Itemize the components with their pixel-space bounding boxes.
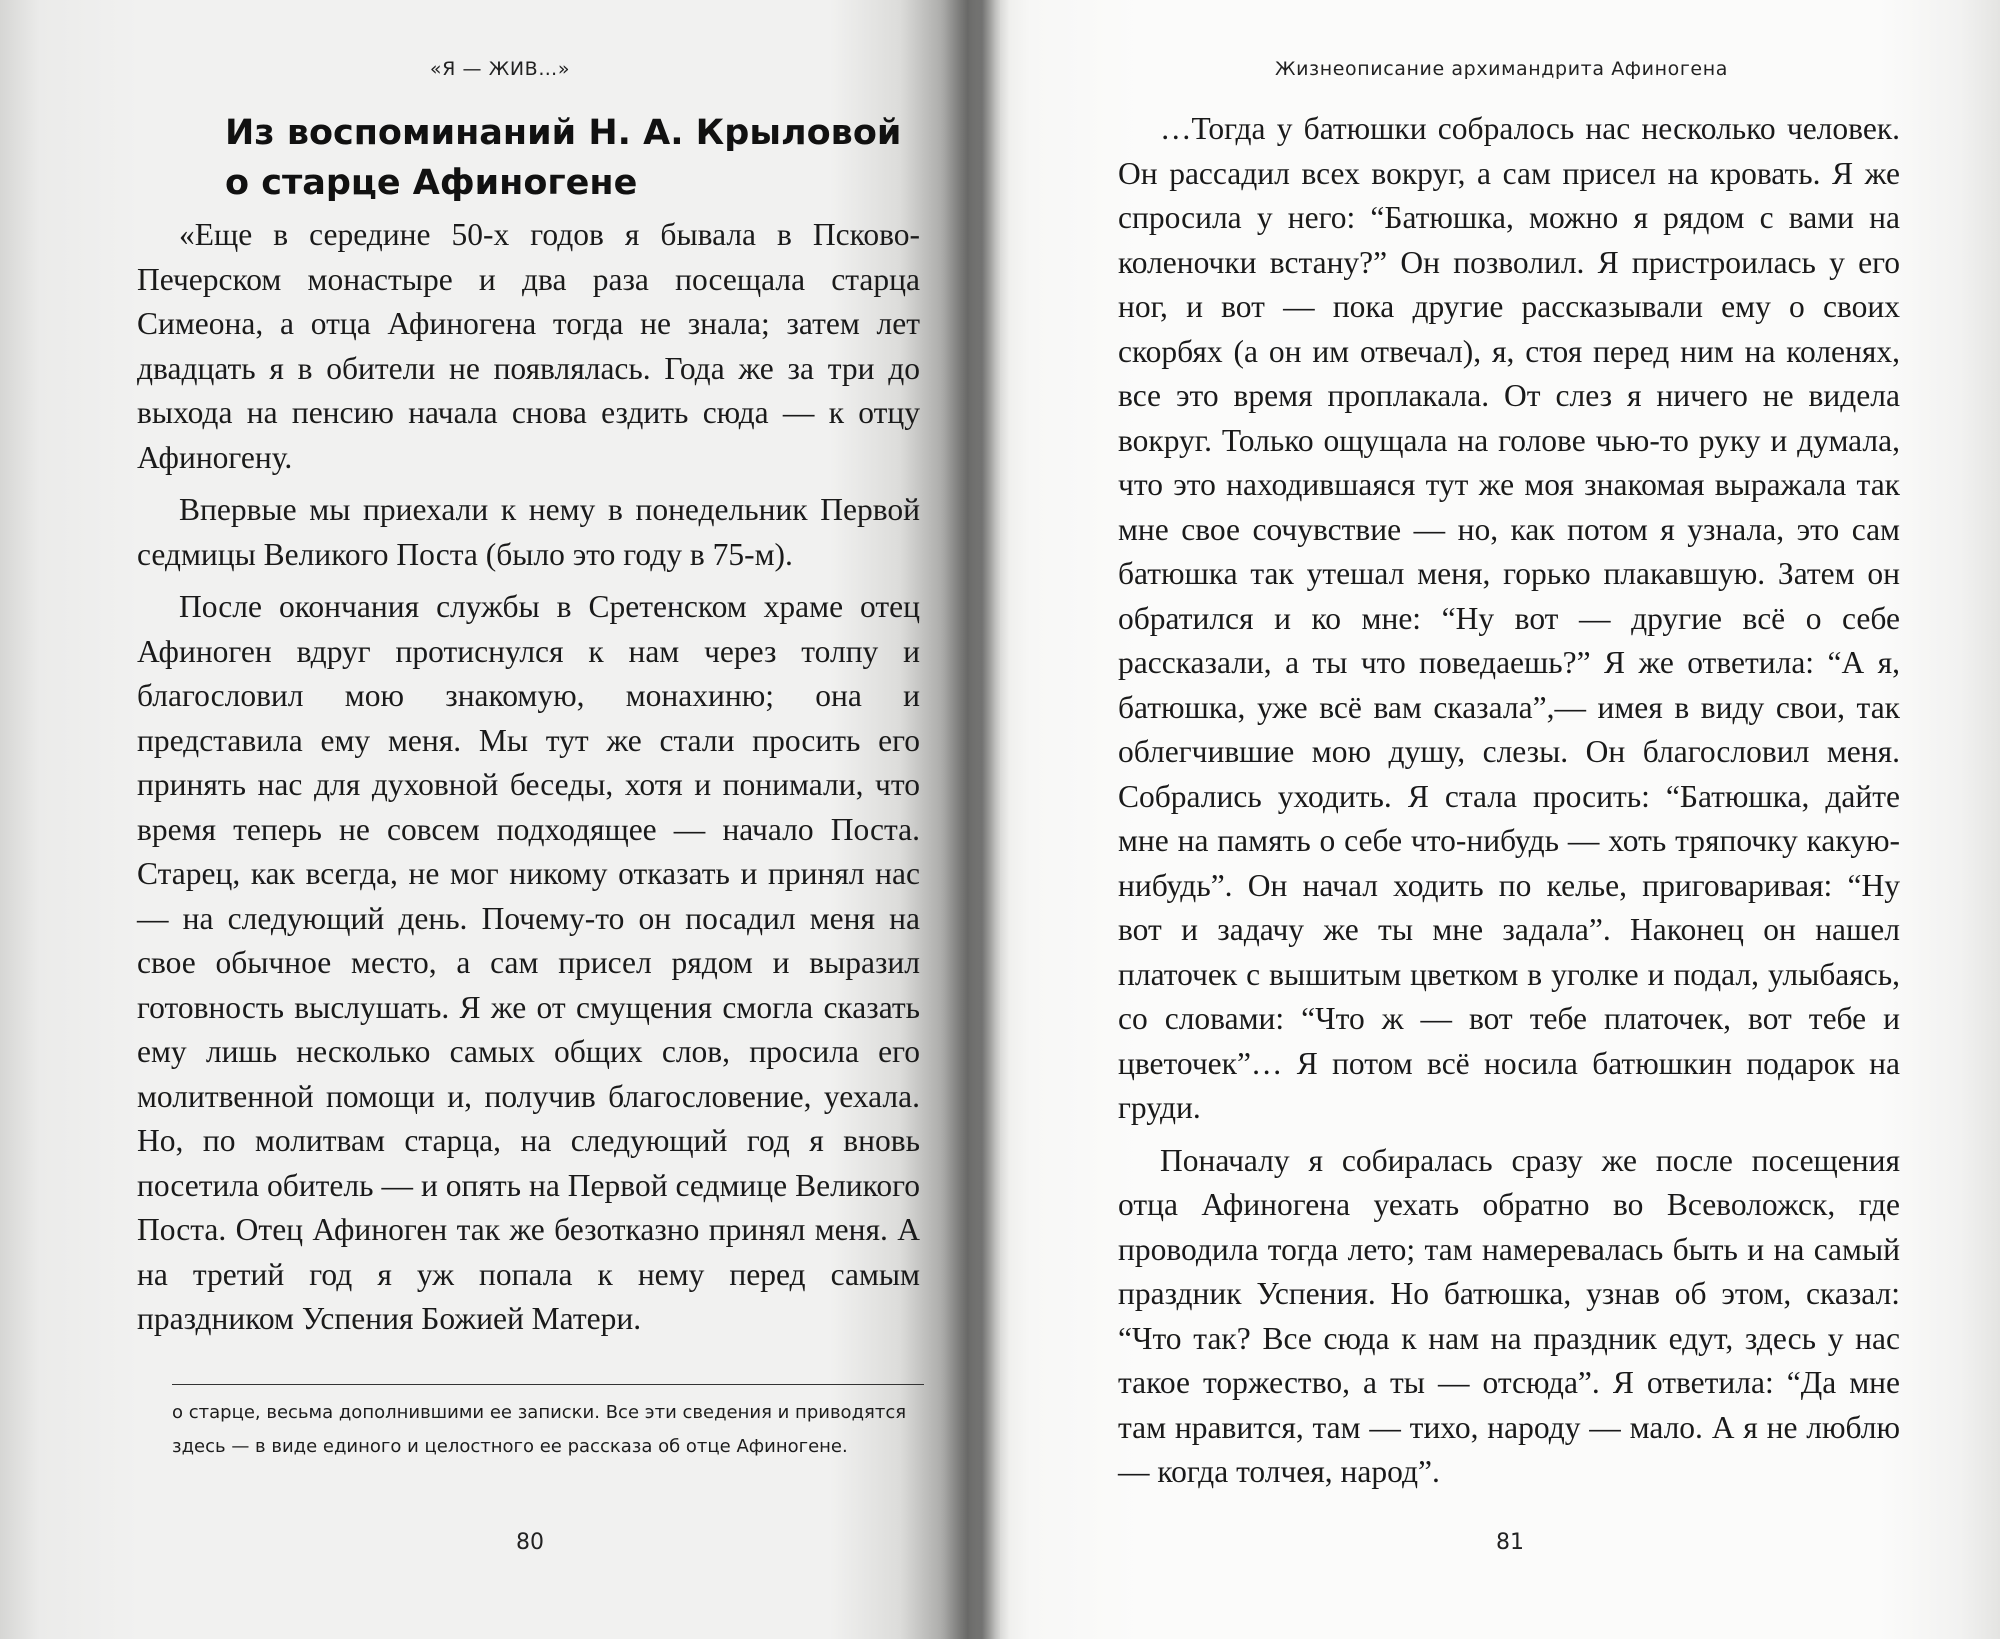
chapter-heading bbox=[225, 108, 945, 208]
footnote bbox=[172, 1396, 924, 1464]
running-head-right: Жизнеописание архимандрита Афиногена bbox=[1275, 58, 1728, 80]
page-number-right: 81 bbox=[1496, 1530, 1524, 1555]
heading-line-1: Из воспоминаний Н. А. Крыловой bbox=[225, 113, 902, 153]
running-head-left: «Я — ЖИВ…» bbox=[429, 58, 571, 80]
page-number-left: 80 bbox=[516, 1530, 544, 1555]
footnote-line: о старце, весьма дополнившими ее записки. Все эти сведения и приводятся bbox=[172, 1402, 907, 1423]
paragraph: Поначалу я собиралась сразу же после посещения отца Афиногена уехать обратно во Всеволожск, где проводила тогда лето; там намеревалась быть и на самый праздник Успения. Но батюшка, узнав об этом, сказал: “Что так? Все сюда к нам на праздник едут, здесь у нас такое торжество, а ты — отсюда”. Я ответила: “Да мне там нравится, там — тихо, народу — мало. А я не люблю — когда толчея, народ”. bbox=[1118, 1142, 1900, 1489]
right-body-text bbox=[1118, 107, 1900, 1495]
footnote-rule bbox=[172, 1384, 924, 1385]
paragraph: После окончания службы в Сретенском храме отец Афиноген вдруг протиснулся к нам через толпу и благословил мою знакомую, монахиню; она и представила ему меня. Мы тут же стали просить его принять нас для духовной беседы, хотя и понимали, что время теперь не совсем подходящее — начало Поста. Старец, как всегда, не мог никому отказать и принял нас — на следующий день. Почему-то он посадил меня на свое обычное место, а сам присел рядом и выразил готовность выслушать. Я же от смущения смогла сказать ему лишь несколько самых общих слов, просила его молитвенной помощи и, получив благословение, уехала. Но, по молитвам старца, на следующий год я вновь посетила обитель — и опять на Первой седмице Великого Поста. Отец Афиноген так же безотказно принял меня. А на третий год я уж попала к нему перед самым праздником Успения Божией Матери. bbox=[137, 589, 920, 1336]
left-body-text bbox=[137, 213, 920, 1342]
heading-line-2: о старце Афиногене bbox=[225, 163, 638, 203]
right-page bbox=[1000, 0, 2000, 1639]
paragraph: «Еще в середине 50-х годов я бывала в Псково-Печерском монастыре и два раза посещала старца Симеона, а отца Афиногена тогда не знала; затем лет двадцать я в обители не появлялась. Года же за три до выхода на пенсию начала снова ездить сюда — к отцу Афиногену. bbox=[137, 217, 920, 475]
footnote-line: здесь — в виде единого и целостного ее рассказа об отце Афиногене. bbox=[172, 1436, 848, 1457]
paragraph: Впервые мы приехали к нему в понедельник Первой седмицы Великого Поста (было это году в 75-м). bbox=[137, 492, 920, 572]
paragraph: …Тогда у батюшки собралось нас несколько человек. Он рассадил всех вокруг, а сам присел на кровать. Я же спросила у него: “Батюшка, можно я рядом с вами на коленочки встану?” Он позволил. Я пристроилась у его ног, и вот — пока другие рассказывали ему о своих скорбях (а он им отвечал), я, стоя перед ним на коленях, все это время проплакала. От слез я ничего не видела вокруг. Только ощущала на голове чью-то руку и думала, что это находившаяся тут же моя знакомая выражала так мне свое сочувствие — но, как потом я узнала, это сам батюшка так утешал меня, горько плакавшую. Затем он обратился и ко мне: “Ну вот — другие всё о себе рассказали, а ты что поведаешь?” Я же ответила: “А я, батюшка, уже всё вам сказала”,— имея в виду свои, так облегчившие мою душу, слезы. Он благословил меня. Собрались уходить. Я стала просить: “Батюшка, дайте мне на память о себе что-нибудь — хоть тряпочку какую-нибудь”. Он начал ходить по келье, приговаривая: “Ну вот и задачу же ты мне задала”. Наконец он нашел платочек с вышитым цветком в уголке и подал, улыбаясь, со словами: “Что ж — вот тебе платочек, вот тебе и цветочек”… Я потом всё носила батюшкин подарок на груди. bbox=[1118, 111, 1900, 1125]
